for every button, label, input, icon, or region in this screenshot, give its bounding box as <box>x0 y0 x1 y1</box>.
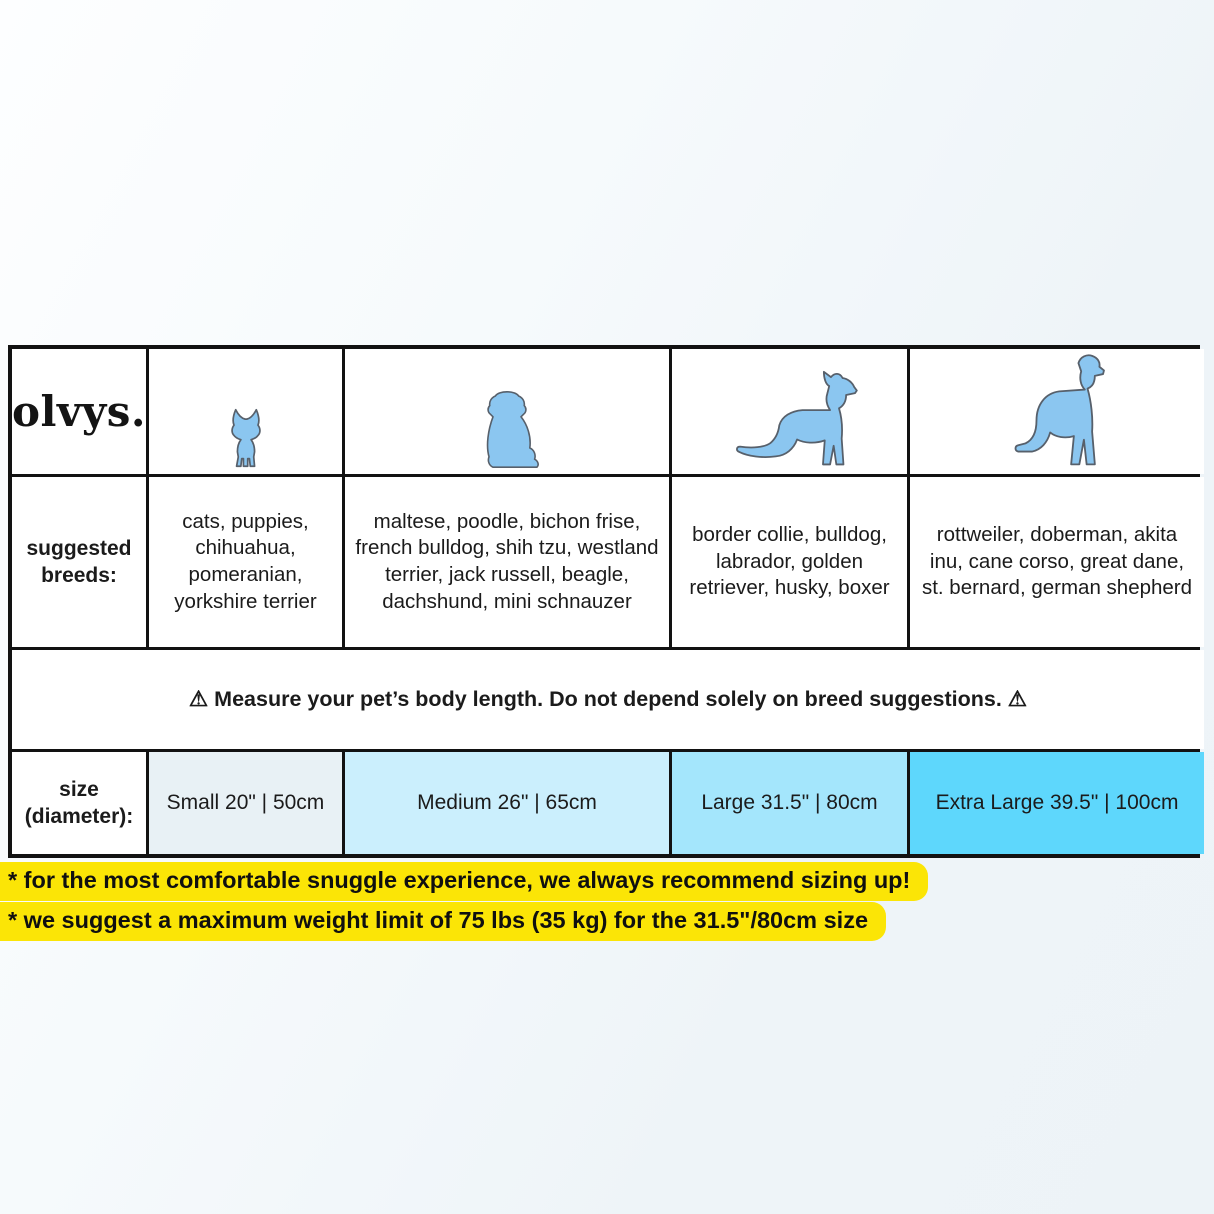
breeds-row-label: suggested breeds: <box>12 477 146 647</box>
breeds-medium: maltese, poodle, bichon frise, french bulldog, shih tzu, westland terrier, jack russell, beagle, dachshund, mini schnauzer <box>345 477 669 647</box>
size-small: Small 20" | 50cm <box>149 752 342 854</box>
brand-logo: olvys. <box>12 349 146 474</box>
measure-warning <box>12 650 1204 749</box>
size-row-label: size (diameter): <box>12 752 146 854</box>
warning-text: Measure your pet’s body length. Do not depend solely on breed suggestions. <box>214 687 1002 711</box>
warning-icon: ⚠ <box>188 687 209 711</box>
column-header-medium <box>345 349 669 474</box>
sitting-dog-icon <box>715 370 865 468</box>
column-header-large <box>672 349 907 474</box>
size-extra-large: Extra Large 39.5" | 100cm <box>910 752 1204 854</box>
breeds-small: cats, puppies, chihuahua, pomeranian, yorkshire terrier <box>149 477 342 647</box>
column-header-small <box>149 349 342 474</box>
chihuahua-icon <box>224 408 268 468</box>
breeds-large: border collie, bulldog, labrador, golden retriever, husky, boxer <box>672 477 907 647</box>
warning-icon: ⚠ <box>1007 687 1028 711</box>
large-dog-icon <box>1009 354 1105 468</box>
column-header-extra-large <box>910 349 1204 474</box>
footnote-sizing-up: * for the most comfortable snuggle experience, we always recommend sizing up! <box>0 862 928 901</box>
size-large: Large 31.5" | 80cm <box>672 752 907 854</box>
footnotes <box>0 862 928 941</box>
size-chart-table <box>8 345 1200 858</box>
footnote-weight-limit: * we suggest a maximum weight limit of 75 lbs (35 kg) for the 31.5"/80cm size <box>0 902 886 941</box>
breeds-extra-large: rottweiler, doberman, akita inu, cane corso, great dane, st. bernard, german shepherd <box>910 477 1204 647</box>
puppy-icon <box>469 388 545 468</box>
size-medium: Medium 26" | 65cm <box>345 752 669 854</box>
